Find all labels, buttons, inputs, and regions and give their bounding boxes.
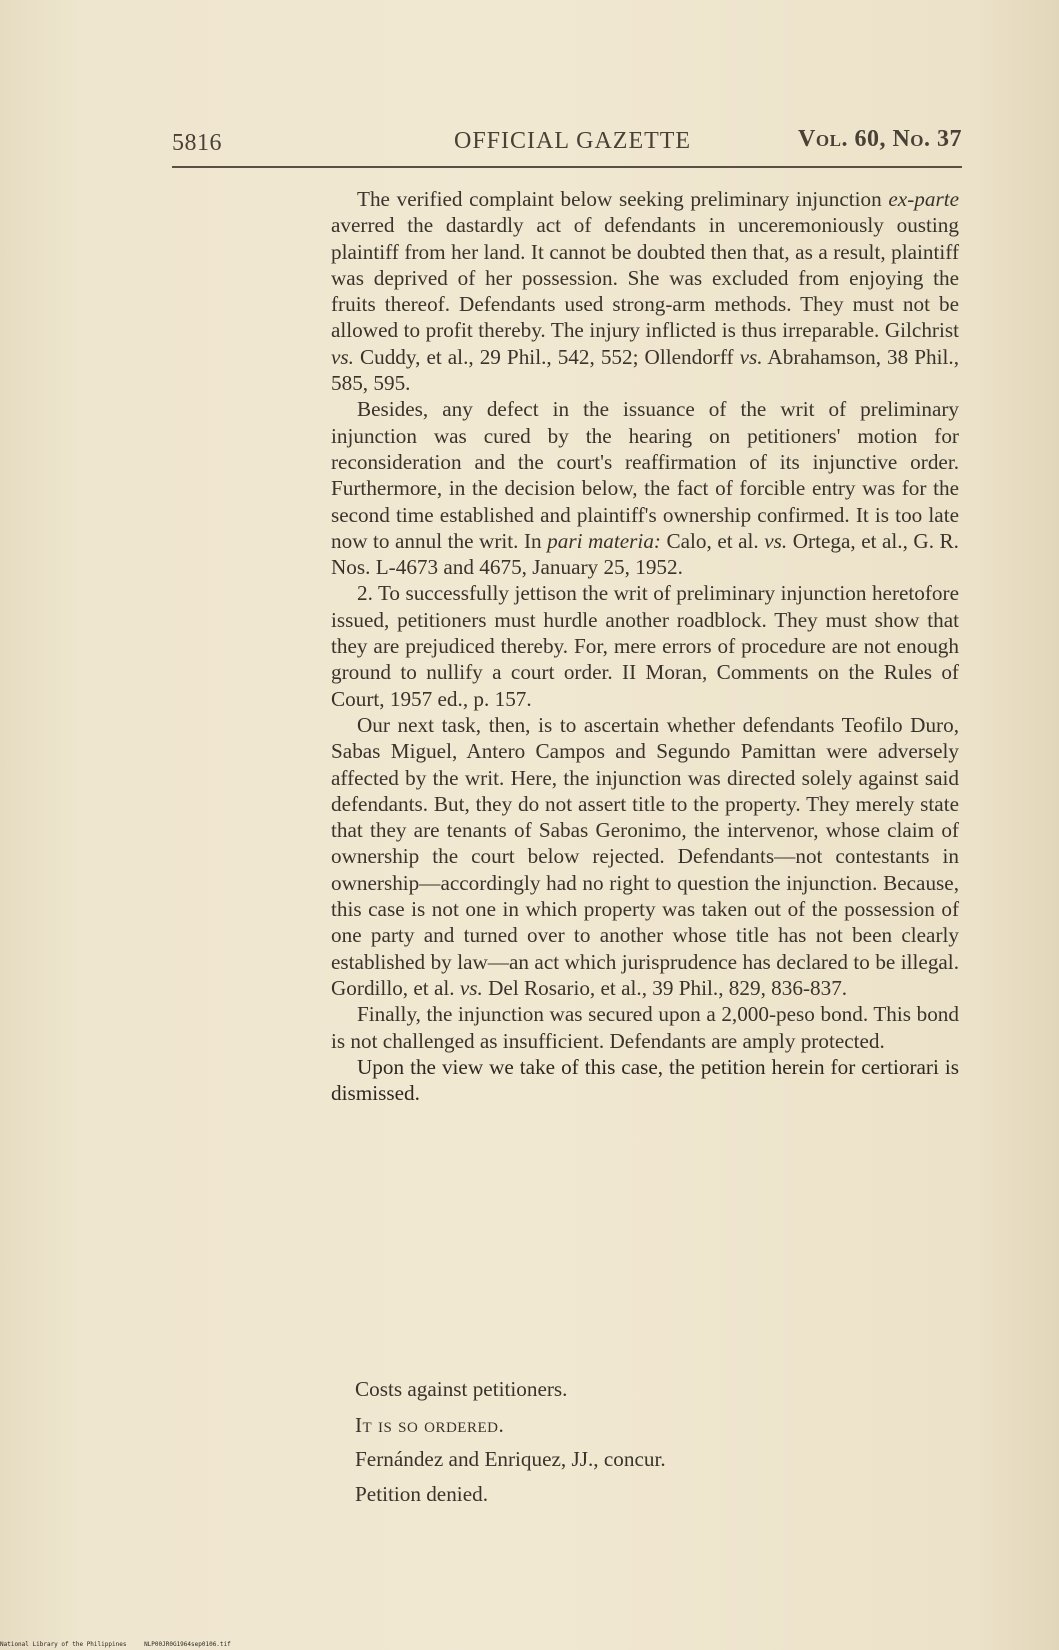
volume-issue: Vol. 60, No. 37 <box>798 126 962 152</box>
p2-text-a: Besides, any defect in the issuance of the writ of preliminary injunction was cured by the hearing on petitioners' motion for reconsideration and the court's reaffirmation of its injunctive order. Furthermore, in the decision below, the fact of forcible entry was for the second time established and plaintiff's ownership confirmed. It is too late now to annul the writ. In <box>331 397 959 553</box>
p2-text-c: Calo, et al. <box>660 528 765 553</box>
body-text <box>331 186 959 1106</box>
paragraph-1 <box>331 186 959 396</box>
paragraph-3: 2. To successfully jettison the writ of preliminary injunction heretofore issued, petitioners must hurdle another roadblock. They must show that they are prejudiced thereby. For, mere errors of procedure are not enough ground to nullify a court order. II Moran, Comments on the Rules of Court, 1957 ed., p. 157. <box>331 581 959 711</box>
p1-text-c: averred the dastardly act of defendants in unceremoniously ousting plaintiff from her land. It cannot be doubted then that, as a result, plaintiff was deprived of her possession. She was excluded from enjoying the fruits thereof. Defendants used strong-arm methods. They must not be allowed to profit thereby. The injury inflicted is thus irreparable. Gilchrist <box>331 213 959 343</box>
p1-text-g: Abrahamson, 38 Phil., 585, 595. <box>331 344 959 396</box>
concurrence-line <box>355 1446 955 1472</box>
p2-text-e: Ortega, et al., G. R. Nos. L-4673 and 4675, January 25, 1952. <box>331 528 959 580</box>
judge-fernandez: Fernández <box>355 1447 444 1471</box>
p1-italic-vs-2: vs. <box>739 344 763 369</box>
concurrence-word: concur. <box>598 1447 666 1471</box>
p1-text-e: Cuddy, et al., 29 Phil., 542, 552; Ollendorff <box>353 344 740 369</box>
p4-text-a: Our next task, then, is to ascertain whether defendants Teofilo Duro, Sabas Miguel, Antero Campos and Segundo Pamittan were adversely affected by the writ. Here, the injunction was directed solely against said defendants. But, they do not assert title to the property. They merely state that they are tenants of Sabas Geronimo, the intervenor, whose claim of ownership the court below rejected. Defendants—not contestants in ownership—accordingly had no right to question the injunction. Because, this case is not one in which property was taken out of the possession of one party and turned over to another whose title has not been clearly established by law—an act which jurisprudence has declared to be illegal. Gordillo, et al. <box>331 712 959 1000</box>
header-rule <box>172 166 962 168</box>
p2-italic-pari-materia: pari materia: <box>547 528 661 553</box>
footer-file: NLP00JR0G1964sep0106.tif <box>144 1641 231 1648</box>
p4-italic-vs: vs. <box>459 975 483 1000</box>
so-ordered-line: It is so ordered. <box>355 1413 505 1437</box>
running-header <box>172 126 962 158</box>
paragraph-6: Upon the view we take of this case, the petition herein for certiorari is dismissed. <box>331 1054 959 1106</box>
paragraph-5: Finally, the injunction was secured upon a 2,000-peso bond. This bond is not challenged as insufficient. Defendants are amply protected. <box>331 1002 959 1053</box>
disposition-line: Petition denied. <box>355 1482 488 1506</box>
concurrence-and: and <box>443 1447 485 1471</box>
page-number: 5816 <box>172 130 222 156</box>
footer-library: National Library of the Philippines <box>0 1641 127 1648</box>
costs-line: Costs against petitioners. <box>355 1377 568 1401</box>
paragraph-4 <box>331 712 959 1001</box>
p2-italic-vs: vs. <box>764 528 788 553</box>
p1-text-a: The verified complaint below seeking preliminary injunction <box>357 187 889 211</box>
paragraph-2 <box>331 396 959 580</box>
judge-enriquez: Enriquez, JJ., <box>484 1447 599 1471</box>
p4-text-c: Del Rosario, et al., 39 Phil., 829, 836-837. <box>482 975 848 1000</box>
p1-italic-vs-1: vs. <box>331 344 354 369</box>
publication-title: OFFICIAL GAZETTE <box>454 128 692 154</box>
p1-italic-ex-parte: ex-parte <box>888 187 959 211</box>
scan-footer <box>0 1641 245 1648</box>
